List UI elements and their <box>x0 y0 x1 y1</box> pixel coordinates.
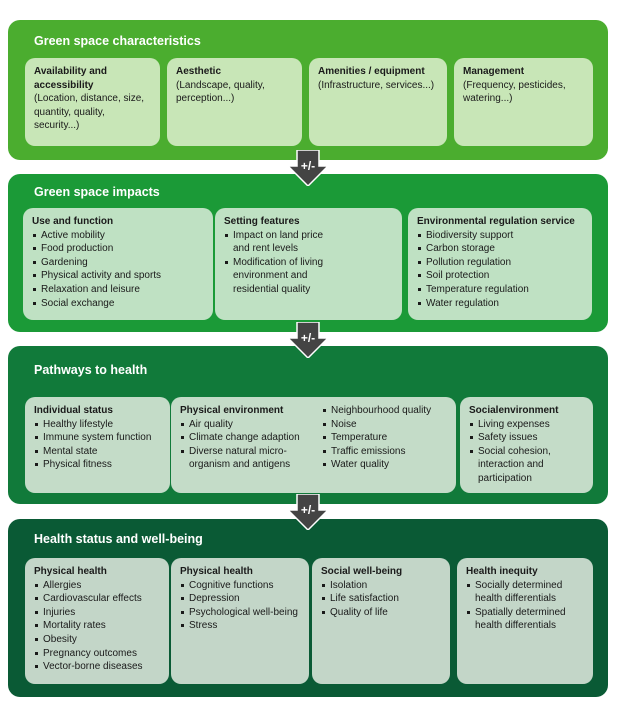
bullet-list <box>417 229 583 311</box>
list-item: Pregnancy outcomes <box>34 647 160 661</box>
list-item: Impact on land price and rent levels <box>224 229 342 256</box>
down-arrow-icon <box>288 494 328 530</box>
card-physical-environment <box>171 397 456 493</box>
list-item: Cardiovascular effects <box>34 592 160 606</box>
list-item: Pollution regulation <box>417 256 583 270</box>
card-mental-health <box>171 558 309 684</box>
card-social-environment <box>460 397 593 493</box>
list-item: Neighbourhood quality <box>322 404 431 418</box>
arrow-label: +/- <box>300 503 316 517</box>
section-title: Health status and well-being <box>34 532 203 546</box>
list-item: Modification of living environment and residential quality <box>224 256 342 297</box>
arrow-label: +/- <box>300 331 316 345</box>
list-item: Temperature regulation <box>417 283 583 297</box>
down-arrow-icon <box>288 150 328 186</box>
list-item: Water quality <box>322 458 431 472</box>
card-title: Environmental regulation service <box>417 216 575 227</box>
list-item: Noise <box>322 418 431 432</box>
list-item: Food production <box>32 242 204 256</box>
card-title: Physical health <box>34 566 107 577</box>
list-item: Injuries <box>34 606 160 620</box>
list-item: Social exchange <box>32 297 204 311</box>
card-environmental-regulation <box>408 208 592 320</box>
card-title: Setting features <box>224 216 300 227</box>
section-pathways-to-health <box>8 346 608 504</box>
list-item: Allergies <box>34 579 160 593</box>
list-item: Spatially determined health differentials <box>466 606 584 633</box>
bullet-list <box>224 229 342 297</box>
section-title: Pathways to health <box>34 363 148 377</box>
card-use-and-function <box>23 208 213 320</box>
list-item: Relaxation and leisure <box>32 283 204 297</box>
card-text: (Landscape, quality, perception...) <box>176 79 265 105</box>
card-title: Individual status <box>34 405 113 416</box>
bullet-list <box>469 418 584 486</box>
bullet-list <box>321 579 441 620</box>
bullet-list <box>180 579 300 633</box>
list-item: Traffic emissions <box>322 445 431 459</box>
list-item: Depression <box>180 592 300 606</box>
bullet-list <box>466 579 584 633</box>
bullet-list <box>322 404 431 472</box>
list-item: Healthy lifestyle <box>34 418 161 432</box>
list-item: Physical activity and sports <box>32 269 204 283</box>
card-individual-status <box>25 397 170 493</box>
card-social-well-being <box>312 558 450 684</box>
list-item: Carbon storage <box>417 242 583 256</box>
card-availability <box>25 58 160 146</box>
list-item: Living expenses <box>469 418 584 432</box>
card-management <box>454 58 593 146</box>
list-item: Socially determined health differentials <box>466 579 584 606</box>
list-item: Gardening <box>32 256 204 270</box>
section-green-space-impacts <box>8 174 608 332</box>
list-item: Diverse natural micro-organism and antigens <box>180 445 300 472</box>
card-title: Use and function <box>32 216 114 227</box>
section-health-status <box>8 519 608 697</box>
card-amenities <box>309 58 447 146</box>
bullet-list <box>180 418 316 472</box>
card-health-inequity <box>457 558 593 684</box>
list-item: Active mobility <box>32 229 204 243</box>
card-title: Management <box>463 66 525 77</box>
list-item: Air quality <box>180 418 316 432</box>
arrow-label: +/- <box>300 159 316 173</box>
bullet-list <box>32 229 204 311</box>
list-item: Life satisfaction <box>321 592 441 606</box>
card-text: (Location, distance, size, quantity, quality, security...) <box>34 93 145 132</box>
list-item: Soil protection <box>417 269 583 283</box>
card-title: Socialenvironment <box>469 405 559 416</box>
list-item: Vector-borne diseases <box>34 660 160 674</box>
list-item: Immune system function <box>34 431 161 445</box>
card-physical-health <box>25 558 169 684</box>
card-title: Physical environment <box>180 405 284 416</box>
list-item: Water regulation <box>417 297 583 311</box>
card-title: Health inequity <box>466 566 538 577</box>
list-item: Temperature <box>322 431 431 445</box>
list-item: Biodiversity support <box>417 229 583 243</box>
card-aesthetic <box>167 58 302 146</box>
card-title: Physical health <box>180 566 253 577</box>
card-title: Social well-being <box>321 566 403 577</box>
card-title: Availability and accessibility <box>34 66 107 91</box>
list-item: Psychological well-being <box>180 606 300 620</box>
bullet-list <box>34 418 161 472</box>
list-item: Obesity <box>34 633 160 647</box>
list-item: Climate change adaption <box>180 431 316 445</box>
card-text: (Frequency, pesticides, watering...) <box>463 79 566 105</box>
list-item: Safety issues <box>469 431 584 445</box>
list-item: Cognitive functions <box>180 579 300 593</box>
list-item: Mental state <box>34 445 161 459</box>
list-item: Physical fitness <box>34 458 161 472</box>
list-item: Stress <box>180 619 300 633</box>
down-arrow-icon <box>288 322 328 358</box>
card-text: (Infrastructure, services...) <box>318 79 435 91</box>
card-title: Amenities / equipment <box>318 66 425 77</box>
section-title: Green space impacts <box>34 185 160 199</box>
card-setting-features <box>215 208 402 320</box>
card-title: Aesthetic <box>176 66 222 77</box>
section-green-space-characteristics <box>8 20 608 160</box>
section-title: Green space characteristics <box>34 34 201 48</box>
bullet-list <box>34 579 160 674</box>
list-item: Isolation <box>321 579 441 593</box>
list-item: Social cohesion, interaction and participation <box>469 445 564 486</box>
list-item: Quality of life <box>321 606 441 620</box>
list-item: Mortality rates <box>34 619 160 633</box>
